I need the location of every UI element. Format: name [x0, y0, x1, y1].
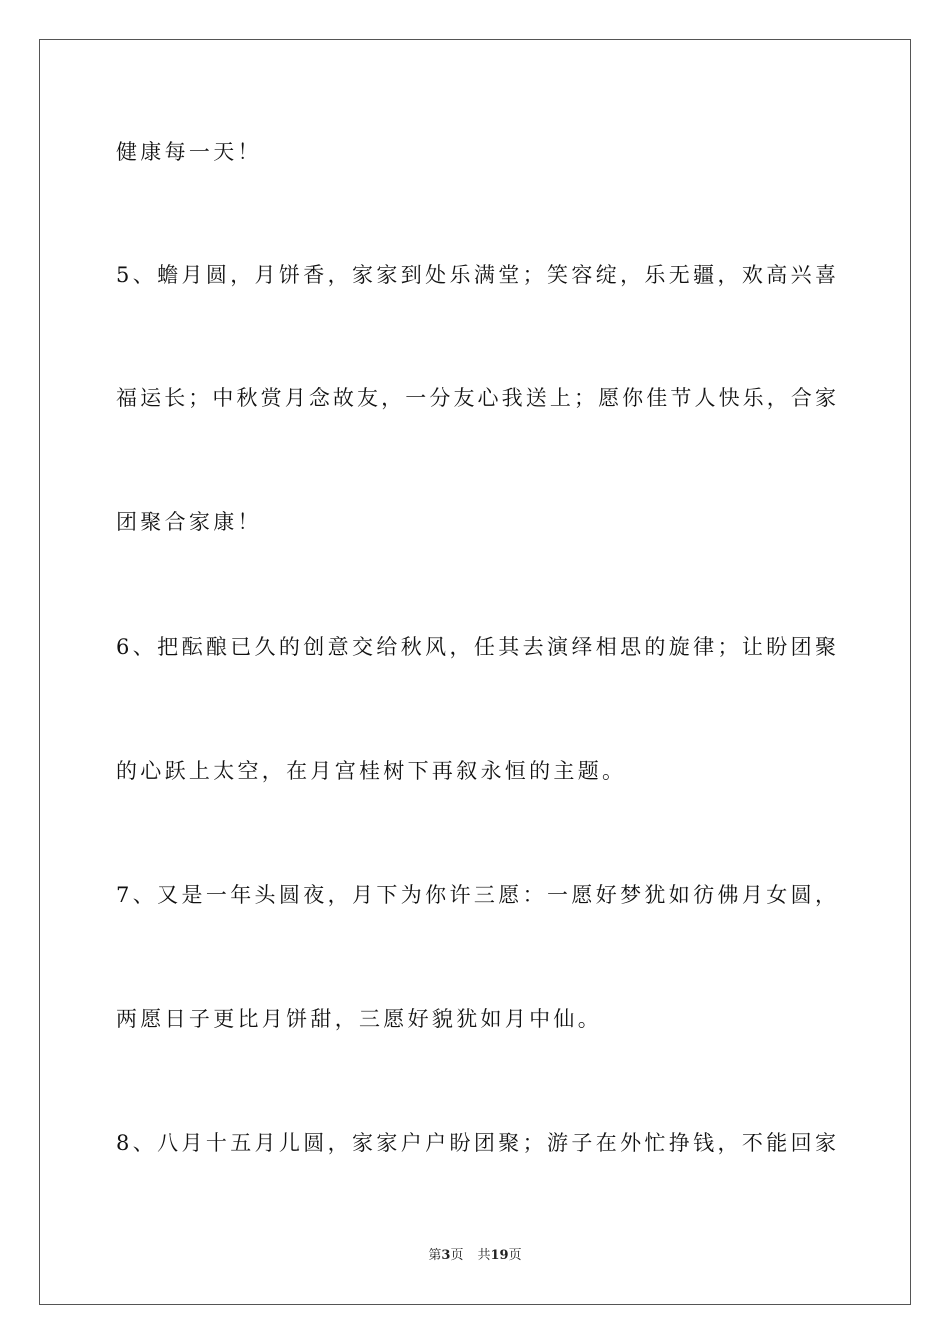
page-prefix: 第 [428, 1248, 442, 1263]
text-line-7: 7、又是一年头圆夜，月下为你许三愿：一愿好梦犹如彷佛月女圆， [116, 883, 836, 907]
page-frame [39, 39, 911, 1305]
page-footer [0, 1246, 950, 1266]
total-suffix: 页 [508, 1248, 522, 1263]
text-line-4: 团聚合家康！ [116, 510, 262, 534]
text-line-1: 健康每一天！ [116, 140, 262, 164]
page-suffix: 页 [450, 1248, 464, 1263]
total-prefix: 共 [477, 1248, 491, 1263]
total-pages: 19 [490, 1248, 509, 1263]
page-number: 3 [441, 1248, 451, 1263]
text-line-9: 8、八月十五月儿圆，家家户户盼团聚；游子在外忙挣钱，不能回家 [116, 1131, 836, 1155]
text-line-2: 5、蟾月圆，月饼香，家家到处乐满堂；笑容绽，乐无疆，欢高兴喜 [116, 263, 836, 287]
text-line-5: 6、把酝酿已久的创意交给秋风，任其去演绎相思的旋律；让盼团聚 [116, 635, 836, 659]
text-line-8: 两愿日子更比月饼甜，三愿好貌犹如月中仙。 [116, 1007, 602, 1031]
text-line-3: 福运长；中秋赏月念故友，一分友心我送上；愿你佳节人快乐，合家 [116, 386, 836, 410]
text-line-6: 的心跃上太空，在月宫桂树下再叙永恒的主题。 [116, 759, 627, 783]
